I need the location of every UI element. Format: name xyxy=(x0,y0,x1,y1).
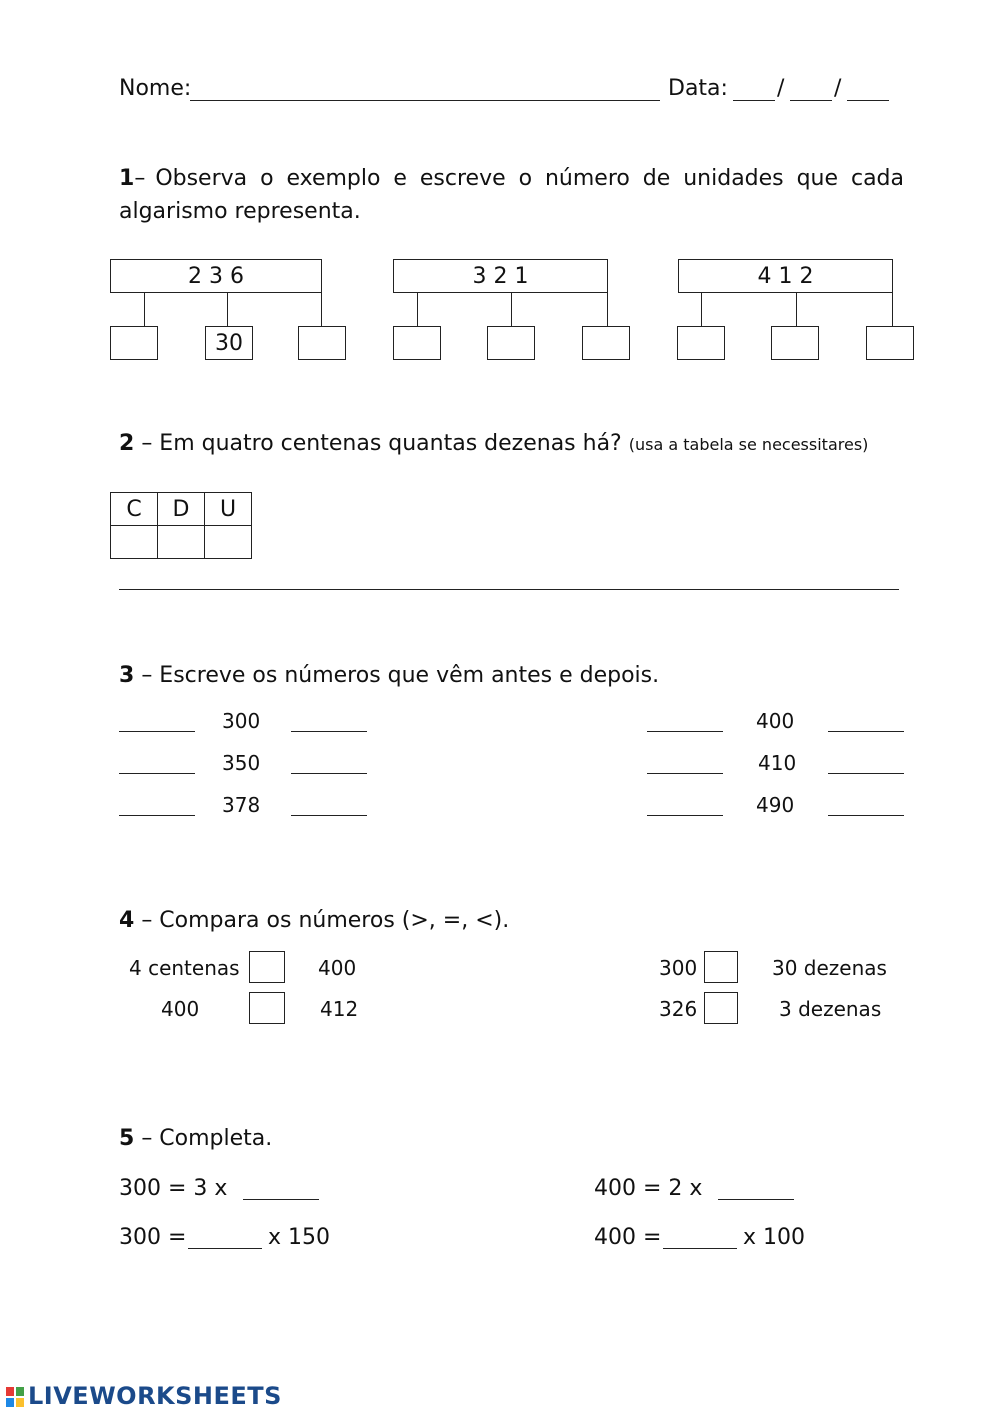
q4-right-b: 3 dezenas xyxy=(779,997,882,1021)
date-year-field[interactable] xyxy=(847,100,889,101)
q3-before-field[interactable] xyxy=(647,773,723,774)
q3-after-field[interactable] xyxy=(828,731,904,732)
q3-before-field[interactable] xyxy=(119,773,195,774)
q1-answer-box[interactable] xyxy=(866,326,914,360)
q4-left-a: 400 xyxy=(161,997,200,1021)
date-day-field[interactable] xyxy=(733,100,775,101)
connector-line xyxy=(227,293,228,326)
q1-answer-box[interactable] xyxy=(771,326,819,360)
q5-eq2-left-a: 300 = xyxy=(119,1225,187,1250)
q4-right-a: 326 xyxy=(659,997,698,1021)
connector-line xyxy=(892,293,893,326)
q3-after-field[interactable] xyxy=(291,731,367,732)
q4-prompt xyxy=(119,910,509,932)
q5-eq2-right-a: 400 = xyxy=(594,1225,662,1250)
q5-eq1-right-field[interactable] xyxy=(718,1199,794,1200)
q4-compare-box[interactable] xyxy=(249,951,285,983)
q4-number: 4 xyxy=(119,908,135,933)
q1-dash: – xyxy=(134,166,146,191)
q5-eq2-right-field[interactable] xyxy=(663,1248,737,1249)
q5-eq2-right-b: x 100 xyxy=(743,1225,806,1250)
connector-line xyxy=(321,293,322,326)
q5-eq1-left: 300 = 3 x xyxy=(119,1176,228,1201)
q4-compare-box[interactable] xyxy=(249,992,285,1024)
q3-number: 3 xyxy=(119,663,135,688)
q1-text: Observa o exemplo e escreve o número de unidades que cada xyxy=(155,166,904,191)
q3-text: – Escreve os números que vêm antes e depois. xyxy=(141,663,660,688)
q5-number: 5 xyxy=(119,1126,135,1151)
q3-after-field[interactable] xyxy=(291,815,367,816)
q5-eq2-left-field[interactable] xyxy=(188,1248,262,1249)
q1-example-box: 30 xyxy=(205,326,253,360)
q4-compare-box[interactable] xyxy=(704,951,738,983)
q4-left-a: 4 centenas xyxy=(129,956,240,980)
name-label: Nome: xyxy=(119,76,192,101)
q4-left-b: 412 xyxy=(320,997,359,1021)
q3-number-value: 300 xyxy=(222,709,261,733)
date-separator: / xyxy=(834,76,842,101)
q1-answer-box[interactable] xyxy=(298,326,346,360)
q3-before-field[interactable] xyxy=(119,815,195,816)
name-field[interactable] xyxy=(190,100,660,101)
q1-text-line2: algarismo representa. xyxy=(119,199,361,224)
q2-text: – Em quatro centenas quantas dezenas há? xyxy=(141,431,622,456)
q1-number-box: 2 3 6 xyxy=(110,259,322,293)
q4-right-a: 300 xyxy=(659,956,698,980)
q4-compare-box[interactable] xyxy=(704,992,738,1024)
q3-after-field[interactable] xyxy=(828,815,904,816)
q1-prompt xyxy=(119,168,904,190)
q3-after-field[interactable] xyxy=(291,773,367,774)
connector-line xyxy=(796,293,797,326)
q4-right-b: 30 dezenas xyxy=(772,956,887,980)
connector-line xyxy=(701,293,702,326)
cdu-header-c: C xyxy=(111,493,158,526)
q2-answer-line[interactable] xyxy=(119,589,899,590)
q5-prompt xyxy=(119,1128,272,1150)
q4-text: – Compara os números (>, =, <). xyxy=(141,908,510,933)
q1-answer-box[interactable] xyxy=(110,326,158,360)
q1-answer-box[interactable] xyxy=(393,326,441,360)
q3-number-value: 378 xyxy=(222,793,261,817)
q3-after-field[interactable] xyxy=(828,773,904,774)
date-month-field[interactable] xyxy=(790,100,832,101)
q3-number-value: 400 xyxy=(756,709,795,733)
cdu-cell-d[interactable] xyxy=(158,526,205,559)
q3-before-field[interactable] xyxy=(647,815,723,816)
date-separator: / xyxy=(777,76,785,101)
q1-number-box: 4 1 2 xyxy=(678,259,893,293)
q2-hint: (usa a tabela se necessitares) xyxy=(628,435,869,454)
q1-answer-box[interactable] xyxy=(582,326,630,360)
cdu-header-d: D xyxy=(158,493,205,526)
logo-text: LIVEWORKSHEETS xyxy=(28,1382,282,1410)
q1-number: 1 xyxy=(119,166,135,191)
q5-text: – Completa. xyxy=(141,1126,273,1151)
connector-line xyxy=(417,293,418,326)
cdu-cell-u[interactable] xyxy=(205,526,252,559)
cdu-header-u: U xyxy=(205,493,252,526)
q4-left-b: 400 xyxy=(318,956,357,980)
connector-line xyxy=(144,293,145,326)
logo-icon xyxy=(6,1387,24,1407)
q3-prompt xyxy=(119,665,659,687)
q3-before-field[interactable] xyxy=(119,731,195,732)
q3-number-value: 350 xyxy=(222,751,261,775)
q3-number-value: 410 xyxy=(758,751,797,775)
q5-eq2-left-b: x 150 xyxy=(268,1225,331,1250)
connector-line xyxy=(511,293,512,326)
cdu-table xyxy=(110,492,252,559)
q3-number-value: 490 xyxy=(756,793,795,817)
date-label: Data: xyxy=(668,76,728,101)
q1-number-box: 3 2 1 xyxy=(393,259,608,293)
connector-line xyxy=(607,293,608,326)
liveworksheets-logo[interactable] xyxy=(6,1382,282,1410)
q2-number: 2 xyxy=(119,431,135,456)
q1-answer-box[interactable] xyxy=(677,326,725,360)
q5-eq1-right: 400 = 2 x xyxy=(594,1176,703,1201)
q1-answer-box[interactable] xyxy=(487,326,535,360)
q2-prompt xyxy=(119,433,868,455)
q5-eq1-left-field[interactable] xyxy=(243,1199,319,1200)
q3-before-field[interactable] xyxy=(647,731,723,732)
cdu-cell-c[interactable] xyxy=(111,526,158,559)
